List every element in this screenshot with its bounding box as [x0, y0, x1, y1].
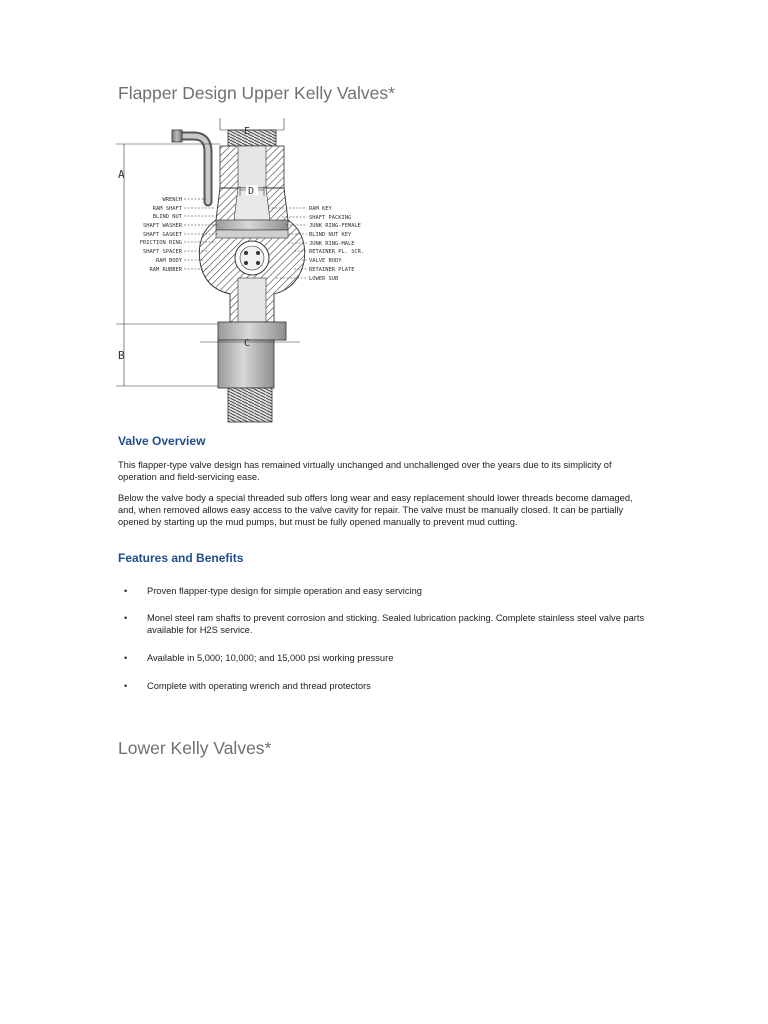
label-blind-nut-key: BLIND NUT KEY	[309, 232, 352, 238]
label-lower-sub: LOWER SUB	[309, 276, 339, 282]
label-shaft-spacer: SHAFT SPACER	[143, 249, 182, 255]
list-item	[118, 585, 658, 597]
label-junk-ring-male: JUNK RING-MALE	[309, 241, 355, 247]
dimension-label-d: D	[248, 186, 255, 197]
label-retainer-plate: RETAINER PLATE	[309, 267, 355, 273]
bullet-marker: •	[124, 613, 128, 623]
list-item	[118, 652, 658, 664]
list-item	[118, 612, 658, 636]
label-shaft-packing: SHAFT PACKING	[309, 215, 352, 221]
lower-kelly-title: Lower Kelly Valves*	[118, 738, 272, 758]
label-wrench: WRENCH	[162, 197, 182, 203]
feature-text: Complete with operating wrench and thread protectors	[147, 681, 371, 691]
label-retainer-pl-scr: RETAINER PL. SCR.	[309, 249, 365, 255]
page-title: Flapper Design Upper Kelly Valves*	[118, 83, 395, 103]
label-valve-body: VALVE BODY	[309, 258, 342, 264]
bullet-marker: •	[124, 653, 128, 663]
wrench-part	[172, 130, 208, 202]
list-item	[118, 680, 658, 692]
dimension-label-b: B	[118, 349, 125, 362]
dimension-label-a: A	[118, 168, 125, 181]
label-blind-nut: BLIND NUT	[152, 214, 182, 220]
lower-sub-part	[218, 322, 286, 422]
top-box-connection	[220, 130, 284, 188]
feature-text: Available in 5,000; 10,000; and 15,000 psi working pressure	[147, 653, 394, 663]
label-ram-key: RAM KEY	[309, 206, 332, 212]
feature-text: Proven flapper-type design for simple operation and easy servicing	[147, 586, 422, 596]
features-heading: Features and Benefits	[118, 551, 244, 565]
label-ram-shaft: RAM SHAFT	[152, 206, 182, 212]
dimension-label-c: C	[244, 338, 251, 349]
label-ram-rubber: RAM RUBBER	[149, 267, 182, 273]
label-ram-body: RAM BODY	[156, 258, 182, 264]
label-shaft-gasket: SHAFT GASKET	[143, 232, 182, 238]
label-friction-ring: FRICTION RING	[139, 240, 182, 246]
feature-text: Monel steel ram shafts to prevent corrosion and sticking. Sealed lubrication packing. Complete stainless steel valve parts available for H2S service.	[147, 613, 645, 635]
label-shaft-washer: SHAFT WASHER	[143, 223, 182, 229]
overview-paragraph-1: This flapper-type valve design has remained virtually unchanged and unchallenged over the years due to its simplicity of operation and field-servicing ease.	[118, 460, 612, 482]
dimension-label-e: E	[244, 126, 251, 137]
overview-paragraph-2: Below the valve body a special threaded sub offers long wear and easy replacement should lower threads become damaged, and, when removed allows easy access to the valve cavity for repair. The valve must be manually closed. It can be partially opened by starting up the mud pumps, but must be fully opened manually to prevent mud cutting.	[118, 493, 633, 527]
kelly-valve-diagram	[104, 116, 394, 428]
bullet-marker: •	[124, 586, 128, 596]
label-junk-ring-female: JUNK RING-FEMALE	[309, 223, 361, 229]
valve-overview-heading: Valve Overview	[118, 434, 206, 448]
valve-body-part	[199, 188, 304, 322]
bullet-marker: •	[124, 681, 128, 691]
